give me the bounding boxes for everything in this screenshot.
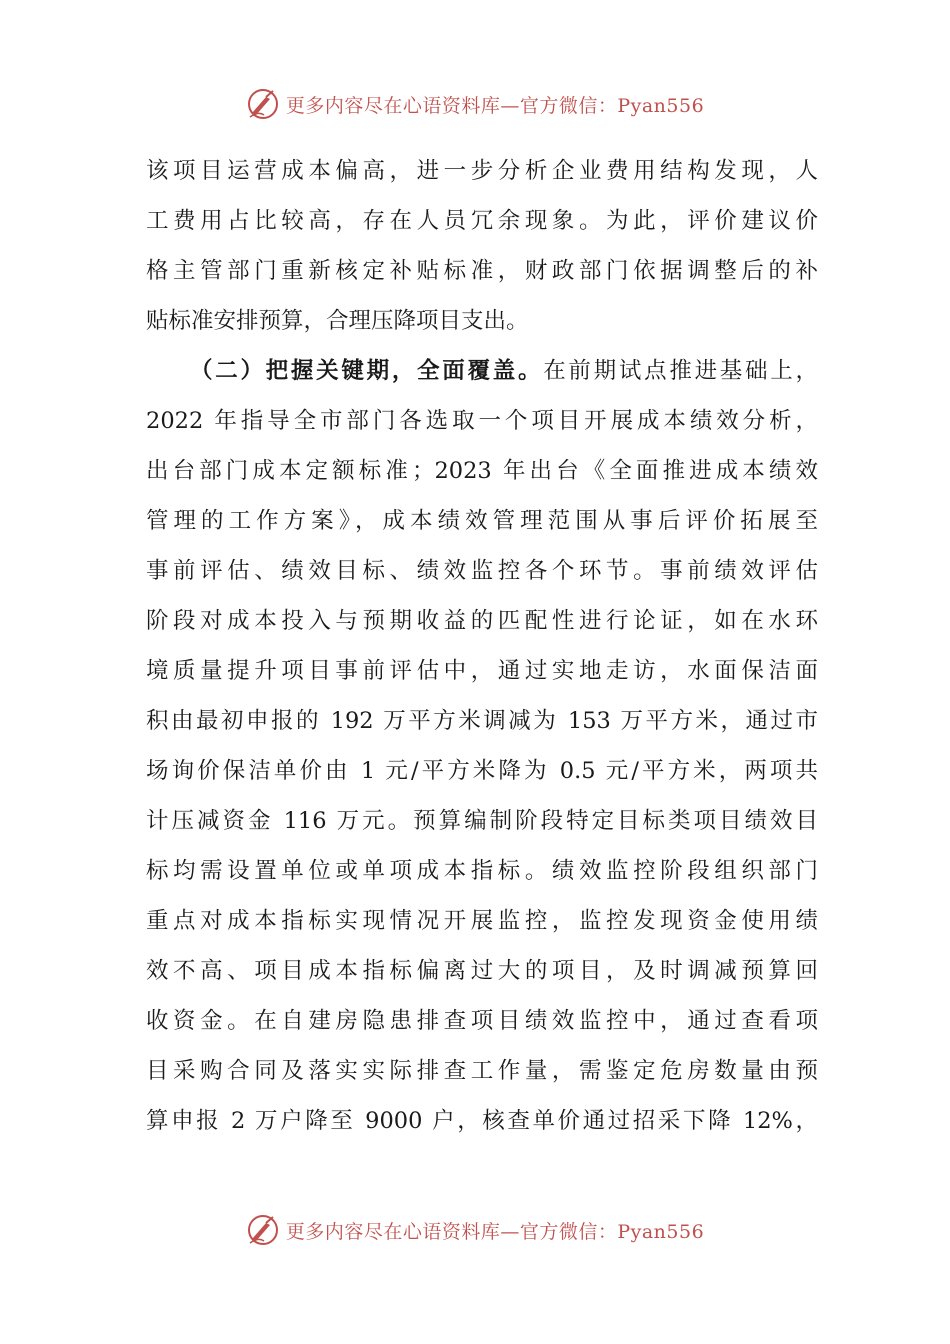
text-line: 计压减资金 116 万元。预算编制阶段特定目标类项目绩效目 bbox=[146, 808, 818, 834]
text-line: 标均需设置单位或单项成本指标。绩效监控阶段组织部门 bbox=[146, 858, 818, 884]
heading-line-rest: 在前期试点推进基础上， bbox=[543, 358, 818, 384]
text-line: 算申报 2 万户降至 9000 户，核查单价通过招采下降 12%， bbox=[146, 1108, 818, 1134]
text-line: 该项目运营成本偏高，进一步分析企业费用结构发现，人 bbox=[146, 158, 818, 184]
text-line: 效不高、项目成本指标偏离过大的项目，及时调减预算回 bbox=[146, 958, 818, 984]
banner-text: 更多内容尽在心语资料库—官方微信：Pyan556 bbox=[285, 1220, 705, 1243]
text-line: 积由最初申报的 192 万平方米调减为 153 万平方米，通过市 bbox=[146, 708, 818, 734]
pen-circle-logo-icon bbox=[246, 87, 280, 121]
text-line: 工费用占比较高，存在人员冗余现象。为此，评价建议价 bbox=[146, 208, 818, 234]
text-line: 事前评估、绩效目标、绩效监控各个环节。事前绩效评估 bbox=[146, 558, 818, 584]
section-heading-line bbox=[146, 346, 818, 396]
text-line: 格主管部门重新核定补贴标准，财政部门依据调整后的补 bbox=[146, 258, 818, 284]
text-line: 目采购合同及落实实际排查工作量，需鉴定危房数量由预 bbox=[146, 1058, 818, 1084]
text-line: 重点对成本指标实现情况开展监控，监控发现资金使用绩 bbox=[146, 908, 818, 934]
banner-text: 更多内容尽在心语资料库—官方微信：Pyan556 bbox=[285, 94, 705, 117]
paragraph-1 bbox=[146, 146, 818, 346]
text-line: 收资金。在自建房隐患排查项目绩效监控中，通过查看项 bbox=[146, 1008, 818, 1034]
text-line: 出台部门成本定额标准；2023 年出台《全面推进成本绩效 bbox=[146, 458, 818, 484]
header-banner bbox=[0, 84, 950, 124]
text-line: 场询价保洁单价由 1 元/平方米降为 0.5 元/平方米，两项共 bbox=[146, 758, 818, 784]
section-heading: （二）把握关键期，全面覆盖。 bbox=[190, 358, 544, 384]
text-line: 境质量提升项目事前评估中，通过实地走访，水面保洁面 bbox=[146, 658, 818, 684]
pen-circle-logo-icon bbox=[246, 1213, 280, 1247]
paragraph-2 bbox=[146, 346, 818, 1146]
document-body bbox=[146, 146, 818, 1146]
text-line: 管理的工作方案》，成本绩效管理范围从事后评价拓展至 bbox=[146, 508, 818, 534]
text-line: 贴标准安排预算，合理压降项目支出。 bbox=[146, 308, 529, 334]
text-line: 阶段对成本投入与预期收益的匹配性进行论证，如在水环 bbox=[146, 608, 818, 634]
footer-banner bbox=[0, 1210, 950, 1250]
text-line: 2022 年指导全市部门各选取一个项目开展成本绩效分析， bbox=[146, 408, 818, 434]
